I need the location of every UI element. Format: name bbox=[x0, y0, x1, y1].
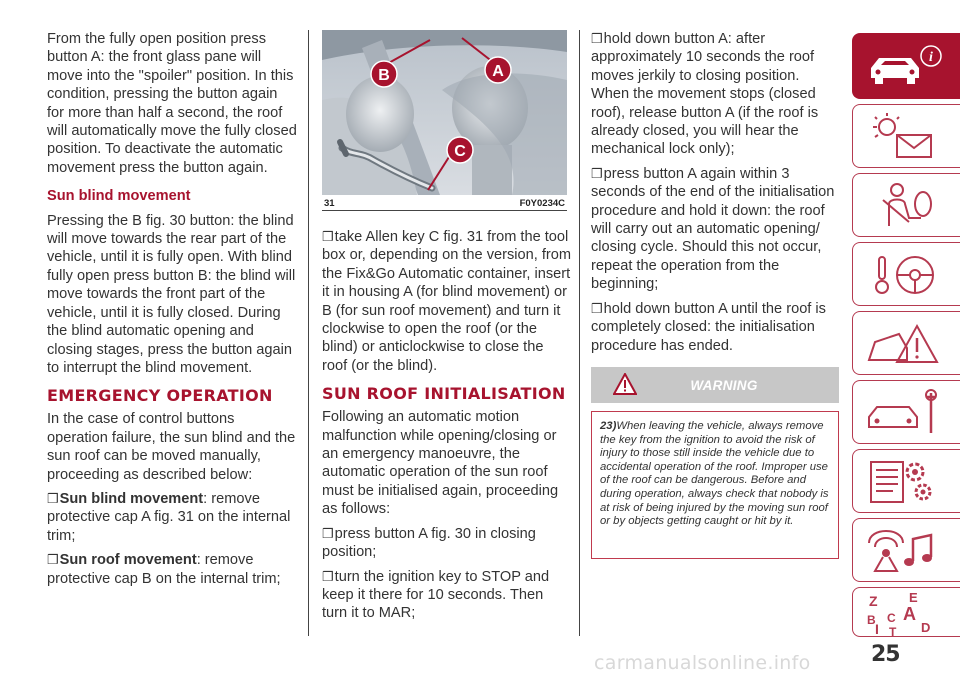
bullet-glyph: ❒ bbox=[322, 229, 334, 244]
bullet-glyph: ❒ bbox=[591, 31, 603, 46]
heading-sun-roof-initialisation: SUN ROOF INITIALISATION bbox=[322, 384, 566, 404]
sidebar-tab-lights-warnings[interactable] bbox=[852, 104, 960, 168]
bullet-ignition-stop bbox=[322, 568, 572, 623]
safety-airbag-icon bbox=[853, 174, 960, 238]
heading-sun-blind-movement: Sun blind movement bbox=[47, 188, 191, 205]
index-letter: C bbox=[887, 611, 896, 625]
column-middle bbox=[322, 228, 572, 629]
paragraph-spoiler: From the fully open position press button A: the front glass pane will move into the "spoiler" position. In this condition, pressing the button again for more than half a second, the roof will automatically move the fully closed position. To deactivate the automatic movement press the button again. bbox=[47, 31, 297, 176]
bullet-bold-label: Sun roof movement bbox=[59, 552, 197, 569]
sidebar-tab-starting-driving[interactable] bbox=[852, 242, 960, 306]
column-left bbox=[47, 30, 297, 594]
figure-caption bbox=[322, 196, 567, 210]
bullet-text: : remove protective cap A fig. 31 on the internal trim; bbox=[47, 490, 291, 544]
heading-emergency-operation: EMERGENCY OPERATION bbox=[47, 386, 273, 406]
bullet-press-button-a bbox=[322, 525, 572, 562]
sidebar-tab-maintenance[interactable] bbox=[852, 380, 960, 444]
figure-rule bbox=[322, 210, 567, 211]
sidebar-tab-multimedia[interactable] bbox=[852, 518, 960, 582]
column-divider bbox=[308, 30, 309, 636]
warning-body bbox=[591, 411, 839, 559]
callout-b: B bbox=[378, 67, 390, 84]
bullet-text: take Allen key C fig. 31 from the tool box or, depending on the version, from the Fix&Go Automatic container, insert it in housing A (for blind movement) or B (for sun roof movement) and turn it clockwise to open the roof (or the blind) or anticlockwise to close the roof (or the blind). bbox=[322, 229, 572, 374]
index-letter: B bbox=[867, 613, 876, 627]
callout-a: A bbox=[492, 63, 504, 80]
column-right bbox=[591, 30, 841, 361]
lights-warning-icon bbox=[853, 105, 960, 169]
paragraph-initialisation: Following an automatic motion malfunction while opening/closing or an emergency manoeuvre, the automatic operation of the sun roof must be initialised again, proceeding as follows: bbox=[322, 409, 559, 518]
index-letter: A bbox=[903, 604, 916, 624]
maintenance-icon bbox=[853, 381, 960, 445]
bullet-glyph: ❒ bbox=[591, 165, 603, 181]
index-letter: I bbox=[875, 621, 879, 637]
bullet-glyph: ❒ bbox=[591, 300, 603, 316]
bullet-hold-until-closed bbox=[591, 300, 841, 355]
paragraph-emergency: In the case of control buttons operation failure, the sun blind and the sun roof can be moved manually, proceeding as described below: bbox=[47, 411, 296, 483]
bullet-glyph: ❒ bbox=[322, 525, 334, 541]
paragraph-sun-blind: Pressing the B fig. 30 button: the blind will move towards the rear part of the vehicle, until it is fully open. With blind fully open press button B: the blind will move towards the front part of the vehicle, until it is fully closed. During the blind automatic opening and closing stages, press the button again to interrupt the blind movement. bbox=[47, 212, 296, 376]
bullet-sun-blind bbox=[47, 490, 297, 545]
bullet-sun-roof bbox=[47, 551, 297, 588]
figure-31-illustration bbox=[322, 30, 567, 195]
bullet-text: hold down button A until the roof is completely closed: the initialisation procedure has ended. bbox=[591, 300, 826, 354]
sidebar-tab-car-info[interactable] bbox=[852, 33, 960, 99]
warning-title: WARNING bbox=[690, 378, 758, 393]
bullet-allen-key bbox=[322, 228, 572, 375]
multimedia-icon bbox=[853, 519, 960, 583]
warning-text: When leaving the vehicle, always remove the key from the ignition to avoid the risk of injury to those still inside the vehicle due to accidental operation of the roof. Improper use of the roof can be dangerous. Before and during operation, always check that nobody is at risk of being injured by the moving sun roof or by objects getting caught or hit by it. bbox=[600, 420, 829, 528]
index-letter: T bbox=[889, 625, 897, 638]
warning-number: 23) bbox=[600, 420, 617, 432]
bullet-glyph: ❒ bbox=[322, 568, 334, 584]
bullet-press-again bbox=[591, 165, 841, 294]
bullet-bold-label: Sun blind movement bbox=[59, 490, 204, 507]
emergency-icon bbox=[853, 312, 960, 376]
page-number: 25 bbox=[871, 642, 900, 667]
index-letter: Z bbox=[869, 593, 878, 609]
car-info-icon bbox=[853, 34, 960, 100]
svg-text:i: i bbox=[929, 50, 933, 65]
warning-header bbox=[591, 367, 839, 403]
index-icon bbox=[853, 588, 960, 638]
bullet-text: turn the ignition key to STOP and keep it there for 10 seconds. Then turn it to MAR; bbox=[322, 568, 550, 622]
index-letter: D bbox=[921, 620, 931, 635]
figure-number: 31 bbox=[324, 198, 335, 209]
callout-c: C bbox=[454, 143, 466, 160]
figure-code: F0Y0234C bbox=[519, 198, 565, 209]
bullet-text: press button A fig. 30 in closing position; bbox=[322, 525, 536, 561]
watermark: carmanualsonline.info bbox=[594, 652, 811, 674]
sidebar-tab-technical-data[interactable] bbox=[852, 449, 960, 513]
bullet-hold-button-a bbox=[591, 30, 841, 159]
sidebar-tab-index[interactable] bbox=[852, 587, 960, 637]
bullet-glyph: ❒ bbox=[47, 552, 59, 568]
bullet-glyph: ❒ bbox=[47, 490, 59, 506]
technical-data-icon bbox=[853, 450, 960, 514]
car-interior-illustration bbox=[322, 30, 567, 195]
column-divider bbox=[579, 30, 580, 636]
bullet-text: hold down button A: after approximately 10 seconds the roof moves jerkily to closing position. When the movement stops (closed roof), release button A (if the roof is already closed, you will hear the mechanical lock only); bbox=[591, 31, 819, 158]
bullet-text: press button A again within 3 seconds of the end of the initialisation procedure and hold it down: the roof will carry out an automatic opening/ closing cycle. Should this not occur, repeat the operation from the beginning; bbox=[591, 165, 835, 293]
starting-driving-icon bbox=[853, 243, 960, 307]
index-letter: E bbox=[909, 590, 918, 605]
bullet-text: : remove protective cap B on the internal trim; bbox=[47, 552, 281, 587]
sidebar-tab-safety[interactable] bbox=[852, 173, 960, 237]
sidebar-tab-emergency[interactable] bbox=[852, 311, 960, 375]
